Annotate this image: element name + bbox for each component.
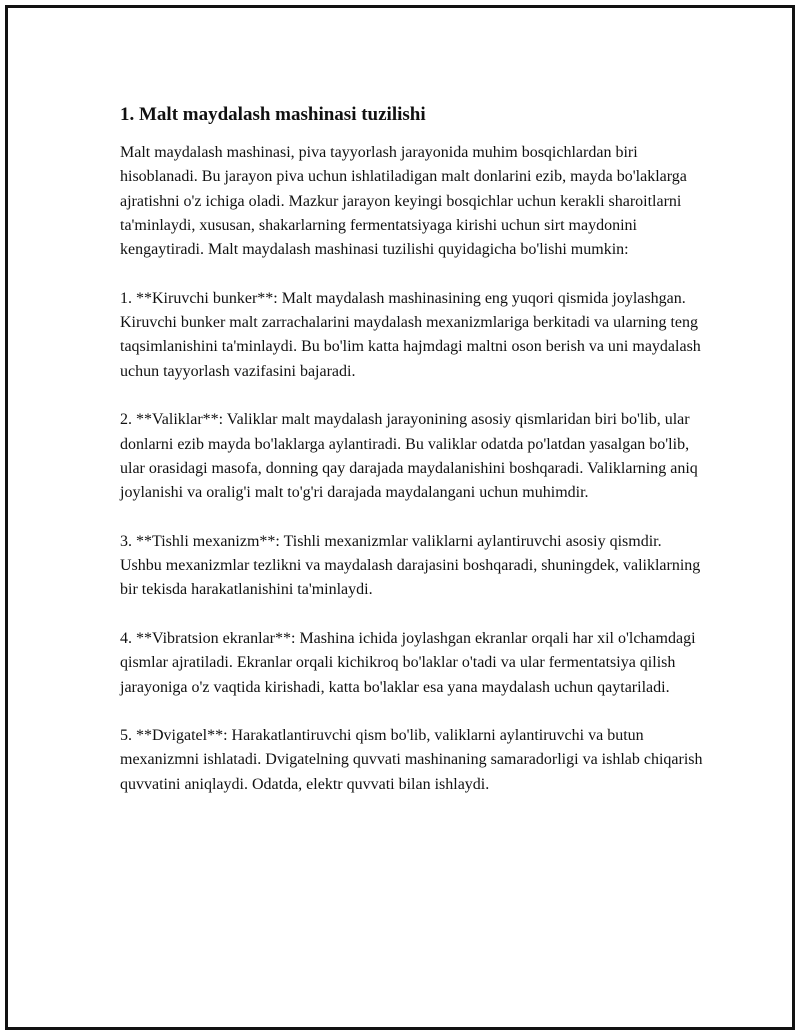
list-item-kiruvchi-bunker: 1. **Kiruvchi bunker**: Malt maydalash mashinasining eng yuqori qismida joylashgan. Kiruvchi bunker malt zarrachalarini maydalash mexanizmlariga berkitadi va ularning teng taqsimlanishini ta'minlaydi. Bu bo'lim katta hajmdagi maltni oson berish va uni maydalash uchun tayyorlash vazifasini bajaradi. xyxy=(120,289,701,380)
document-title: 1. Malt maydalash mashinasi tuzilishi xyxy=(120,104,426,125)
list-item-valiklar: 2. **Valiklar**: Valiklar malt maydalash jarayonining asosiy qismlaridan biri bo'lib, ular donlarni ezib mayda bo'laklarga aylantiradi. Bu valiklar odatda po'latdan yasalgan bo'lib, ular orasidagi masofa, donning qay darajada maydalanishini boshqaradi. Valiklarning aniq joylanishi va oralig'i malt to'g'ri darajada maydalangani uchun muhimdir. xyxy=(120,411,698,502)
list-item-tishli-mexanizm: 3. **Tishli mexanizm**: Tishli mexanizmlar valiklarni aylantiruvchi asosiy qismdir. Ushbu mexanizmlar tezlikni va maydalash darajasini boshqaradi, shuningdek, valiklarning bir tekisda harakatlanishini ta'minlaydi. xyxy=(120,532,701,599)
document-body xyxy=(120,94,704,821)
list-item-dvigatel: 5. **Dvigatel**: Harakatlantiruvchi qism bo'lib, valiklarni aylantiruvchi va butun mexanizmni ishlatadi. Dvigatelning quvvati mashinaning samaradorligi va ishlab chiqarish quvvatini aniqlaydi. Odatda, elektr quvvati bilan ishlaydi. xyxy=(120,727,703,793)
list-item-vibratsion-ekranlar: 4. **Vibratsion ekranlar**: Mashina ichida joylashgan ekranlar orqali har xil o'lchamdagi qismlar ajratiladi. Ekranlar orqali kichikroq bo'laklar o'tadi va ular fermentatsiya qilish jarayoniga o'z vaqtida kirishadi, katta bo'laklar esa yana maydalash uchun qaytariladi. xyxy=(120,629,696,696)
intro-paragraph: Malt maydalash mashinasi, piva tayyorlash jarayonida muhim bosqichlardan biri hisoblanadi. Bu jarayon piva uchun ishlatiladigan malt donlarini ezib, mayda bo'laklarga ajratishni o'z ichiga oladi. Mazkur jarayon keyingi bosqichlar uchun kerakli sharoitlarni ta'minlaydi, xususan, shakarlarning fermentatsiyaga kirishi uchun sirt maydonini kengaytiradi. Malt maydalash mashinasi tuzilishi quyidagicha bo'lishi mumkin: xyxy=(120,144,687,259)
page-frame xyxy=(5,5,795,1030)
